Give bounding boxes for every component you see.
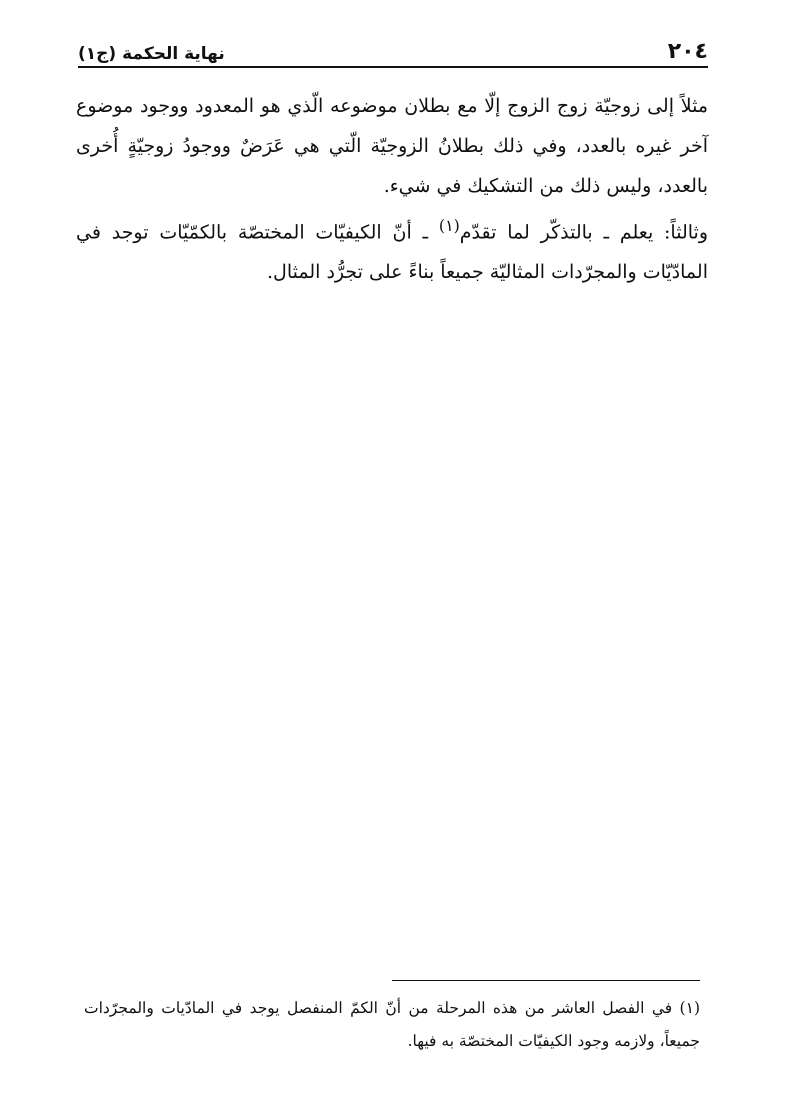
paragraph-1: مثلاً إلى زوجيّة زوج الزوج إلّا مع بطلان موضوعه الّذي هو المعدود ووجود موضوع آخر غيره بالعدد، وفي ذلك بطلانُ الزوجيّة الّتي هي عَرَضٌ ووجودُ زوجيّةٍ أُخرى بالعدد، وليس ذلك من التشكيك في شيء. (76, 95, 709, 197)
page-number: ٢٠٤ (667, 39, 708, 64)
book-title: نهاية الحكمة (ج١) (78, 44, 225, 64)
main-text (76, 86, 708, 292)
running-header (78, 30, 708, 64)
header-divider (78, 66, 708, 68)
paragraph-2-text-start: وثالثاً: يعلم ـ بالتذكّر لما تقدّم (459, 221, 708, 244)
paragraph-2 (76, 206, 708, 292)
footnote-divider (392, 980, 700, 981)
paragraph-2-text-end: ـ أنّ الكيفيّات المختصّة بالكمّيّات توجد في المادّيّات والمجرّدات المثاليّة جميعاً بناءً على تجرُّد المثال. (76, 221, 708, 284)
footnote-1: (١) في الفصل العاشر من هذه المرحلة من أنّ الكمّ المنفصل يوجد في المادّيات والمجرّدات جميعاً، ولازمه وجود الكيفيّات المختصّة به فيها. (84, 999, 700, 1050)
footnotes (84, 992, 700, 1058)
footnote-reference[interactable]: (١) (438, 216, 460, 235)
